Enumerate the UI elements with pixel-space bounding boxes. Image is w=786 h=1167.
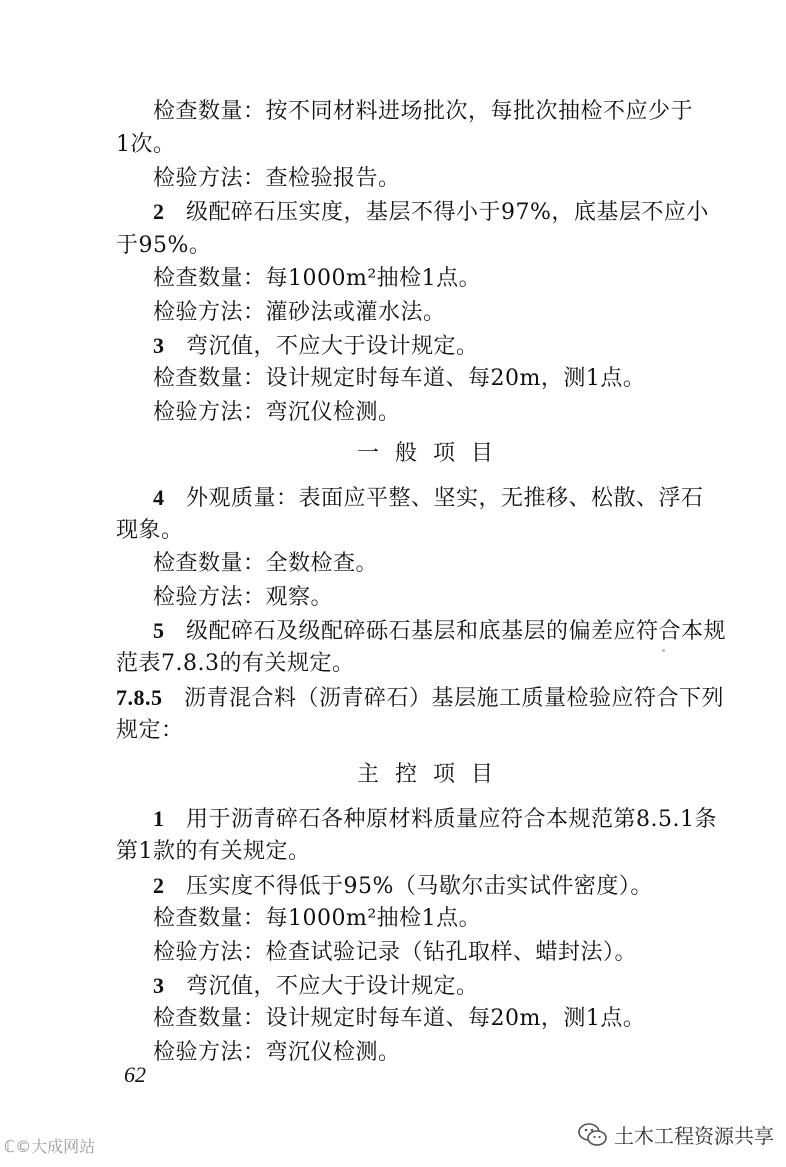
item-text: 级配碎石压实度，基层不得小于97%，底基层不应小: [186, 200, 709, 225]
text-line: 检验方法：检查试验记录（钻孔取样、蜡封法）。: [153, 940, 638, 965]
item-number: 3: [153, 333, 165, 358]
numbered-item: [153, 331, 479, 362]
item-number: 2: [153, 873, 165, 898]
item-number: 4: [153, 485, 165, 510]
text-line: 规定：: [116, 718, 184, 743]
item-number: 5: [153, 618, 165, 643]
text-line: 1次。: [116, 132, 176, 157]
item-text: 弯沉值，不应大于设计规定。: [186, 334, 479, 359]
numbered-item: [153, 197, 709, 228]
item-number: 1: [153, 806, 165, 831]
text-line: 检验方法：灌砂法或灌水法。: [153, 300, 446, 325]
watermark-right: [578, 1120, 774, 1149]
text-line: 检查数量：按不同材料进场批次，每批次抽检不应少于: [153, 99, 694, 124]
section-title: [116, 683, 724, 714]
item-text: 外观质量：表面应平整、坚实，无推移、松散、浮石: [186, 486, 704, 511]
speck: [662, 649, 665, 652]
text-line: 现象。: [116, 518, 184, 543]
text-line: 检验方法：查检验报告。: [153, 166, 401, 191]
item-text: 压实度不得低于95%（马歇尔击实试件密度）。: [186, 874, 653, 899]
text-line: 检查数量：每1000m²抽检1点。: [153, 906, 482, 931]
text-line: 检验方法：弯沉仪检测。: [153, 1040, 401, 1065]
wechat-icon: [578, 1122, 608, 1148]
numbered-item: [153, 483, 704, 514]
watermark-right-text: 土木工程资源共享: [614, 1124, 774, 1148]
item-text: 级配碎石及级配碎砾石基层和底基层的偏差应符合本规: [186, 619, 727, 644]
text-line: 检验方法：弯沉仪检测。: [153, 400, 401, 425]
text-line: 检查数量：每1000m²抽检1点。: [153, 266, 482, 291]
text-line: 检验方法：观察。: [153, 585, 334, 610]
item-text: 用于沥青碎石各种原材料质量应符合本规范第8.5.1条: [186, 807, 717, 832]
text-line: 范表7.8.3的有关规定。: [116, 651, 355, 676]
text-line: 于95%。: [116, 233, 212, 258]
text-line: 第1款的有关规定。: [116, 839, 311, 864]
numbered-item: [153, 871, 653, 902]
text-line: 检查数量：设计规定时每车道、每20m，测1点。: [153, 1006, 646, 1031]
section-number: 7.8.5: [116, 685, 163, 710]
section-heading-main: 主控项目: [357, 762, 510, 787]
text-line: 检查数量：设计规定时每车道、每20m，测1点。: [153, 366, 646, 391]
page-number: 62: [124, 1062, 146, 1087]
numbered-item: [153, 971, 479, 1002]
item-text: 弯沉值，不应大于设计规定。: [186, 974, 479, 999]
section-text: 沥青混合料（沥青碎石）基层施工质量检验应符合下列: [184, 686, 725, 711]
numbered-item: [153, 804, 717, 835]
item-number: 2: [153, 199, 165, 224]
watermark-left: ℂ©大成网站: [4, 1137, 96, 1156]
item-number: 3: [153, 973, 165, 998]
section-heading-general: 一般项目: [357, 441, 510, 466]
numbered-item: [153, 616, 726, 647]
text-line: 检查数量：全数检查。: [153, 551, 379, 576]
